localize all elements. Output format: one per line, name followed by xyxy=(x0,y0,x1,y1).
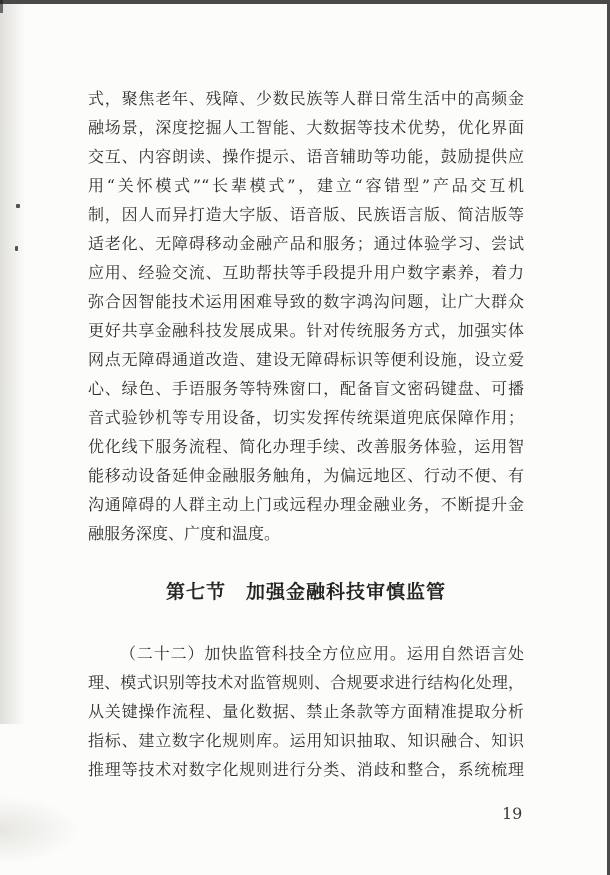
paragraph-1 xyxy=(88,84,524,548)
text-line: 从关键操作流程、量化数据、禁止条款等方面精准提取分析 xyxy=(88,702,524,721)
text-line: 网点无障碍通道改造、建设无障碍标识等便利设施，设立爱 xyxy=(88,350,524,369)
text-line: 指标、建立数字化规则库。运用知识抽取、知识融合、知识 xyxy=(88,731,524,750)
text-line: 更好共享金融科技发展成果。针对传统服务方式，加强实体 xyxy=(88,321,524,340)
text-line: 理、模式识别等技术对监管规则、合规要求进行结构化处理， xyxy=(88,673,524,692)
text-line: 推理等技术对数字化规则进行分类、消歧和整合，系统梳理 xyxy=(88,760,524,779)
text-line: 弥合因智能技术运用困难导致的数字鸿沟问题，让广大群众 xyxy=(88,292,524,311)
text-line: 交互、内容朗读、操作提示、语音辅助等功能，鼓励提供应 xyxy=(88,147,524,166)
text-line: 优化线下服务流程、简化办理手续、改善服务体验，运用智 xyxy=(88,437,524,456)
text-line: 融场景，深度挖掘人工智能、大数据等技术优势，优化界面 xyxy=(88,118,524,137)
text-line: 沟通障碍的人群主动上门或远程办理金融业务，不断提升金 xyxy=(88,495,524,514)
text-line: 音式验钞机等专用设备，切实发挥传统渠道兜底保障作用； xyxy=(88,408,524,427)
scan-edge-top xyxy=(0,0,610,4)
text-line: 能移动设备延伸金融服务触角，为偏远地区、行动不便、有 xyxy=(88,466,524,485)
text-line: 式，聚焦老年、残障、少数民族等人群日常生活中的高频金 xyxy=(88,89,524,108)
text-line: 应用、经验交流、互助帮扶等手段提升用户数字素养，着力 xyxy=(88,263,524,282)
text-line: （二十二）加快监管科技全方位应用。运用自然语言处 xyxy=(120,644,524,663)
text-line: 适老化、无障碍移动金融产品和服务；通过体验学习、尝试 xyxy=(88,234,524,253)
text-line: 制，因人而异打造大字版、语音版、民族语言版、简洁版等 xyxy=(88,205,524,224)
paragraph-2 xyxy=(88,639,524,784)
body-text xyxy=(88,84,524,784)
scan-left-shadow-bottom xyxy=(0,795,80,865)
page-number: 19 xyxy=(502,804,523,823)
text-line: 心、绿色、手语服务等特殊窗口，配备盲文密码键盘、可播 xyxy=(88,379,524,398)
text-line: 融服务深度、广度和温度。 xyxy=(88,524,281,543)
section-heading: 第七节 加强金融科技审慎监管 xyxy=(165,581,446,603)
scan-speck xyxy=(16,204,20,208)
text-line: 用“关怀模式”“长辈模式”，建立“容错型”产品交互机 xyxy=(88,176,524,195)
scan-speck xyxy=(15,246,18,251)
scan-left-shadow xyxy=(0,4,30,724)
